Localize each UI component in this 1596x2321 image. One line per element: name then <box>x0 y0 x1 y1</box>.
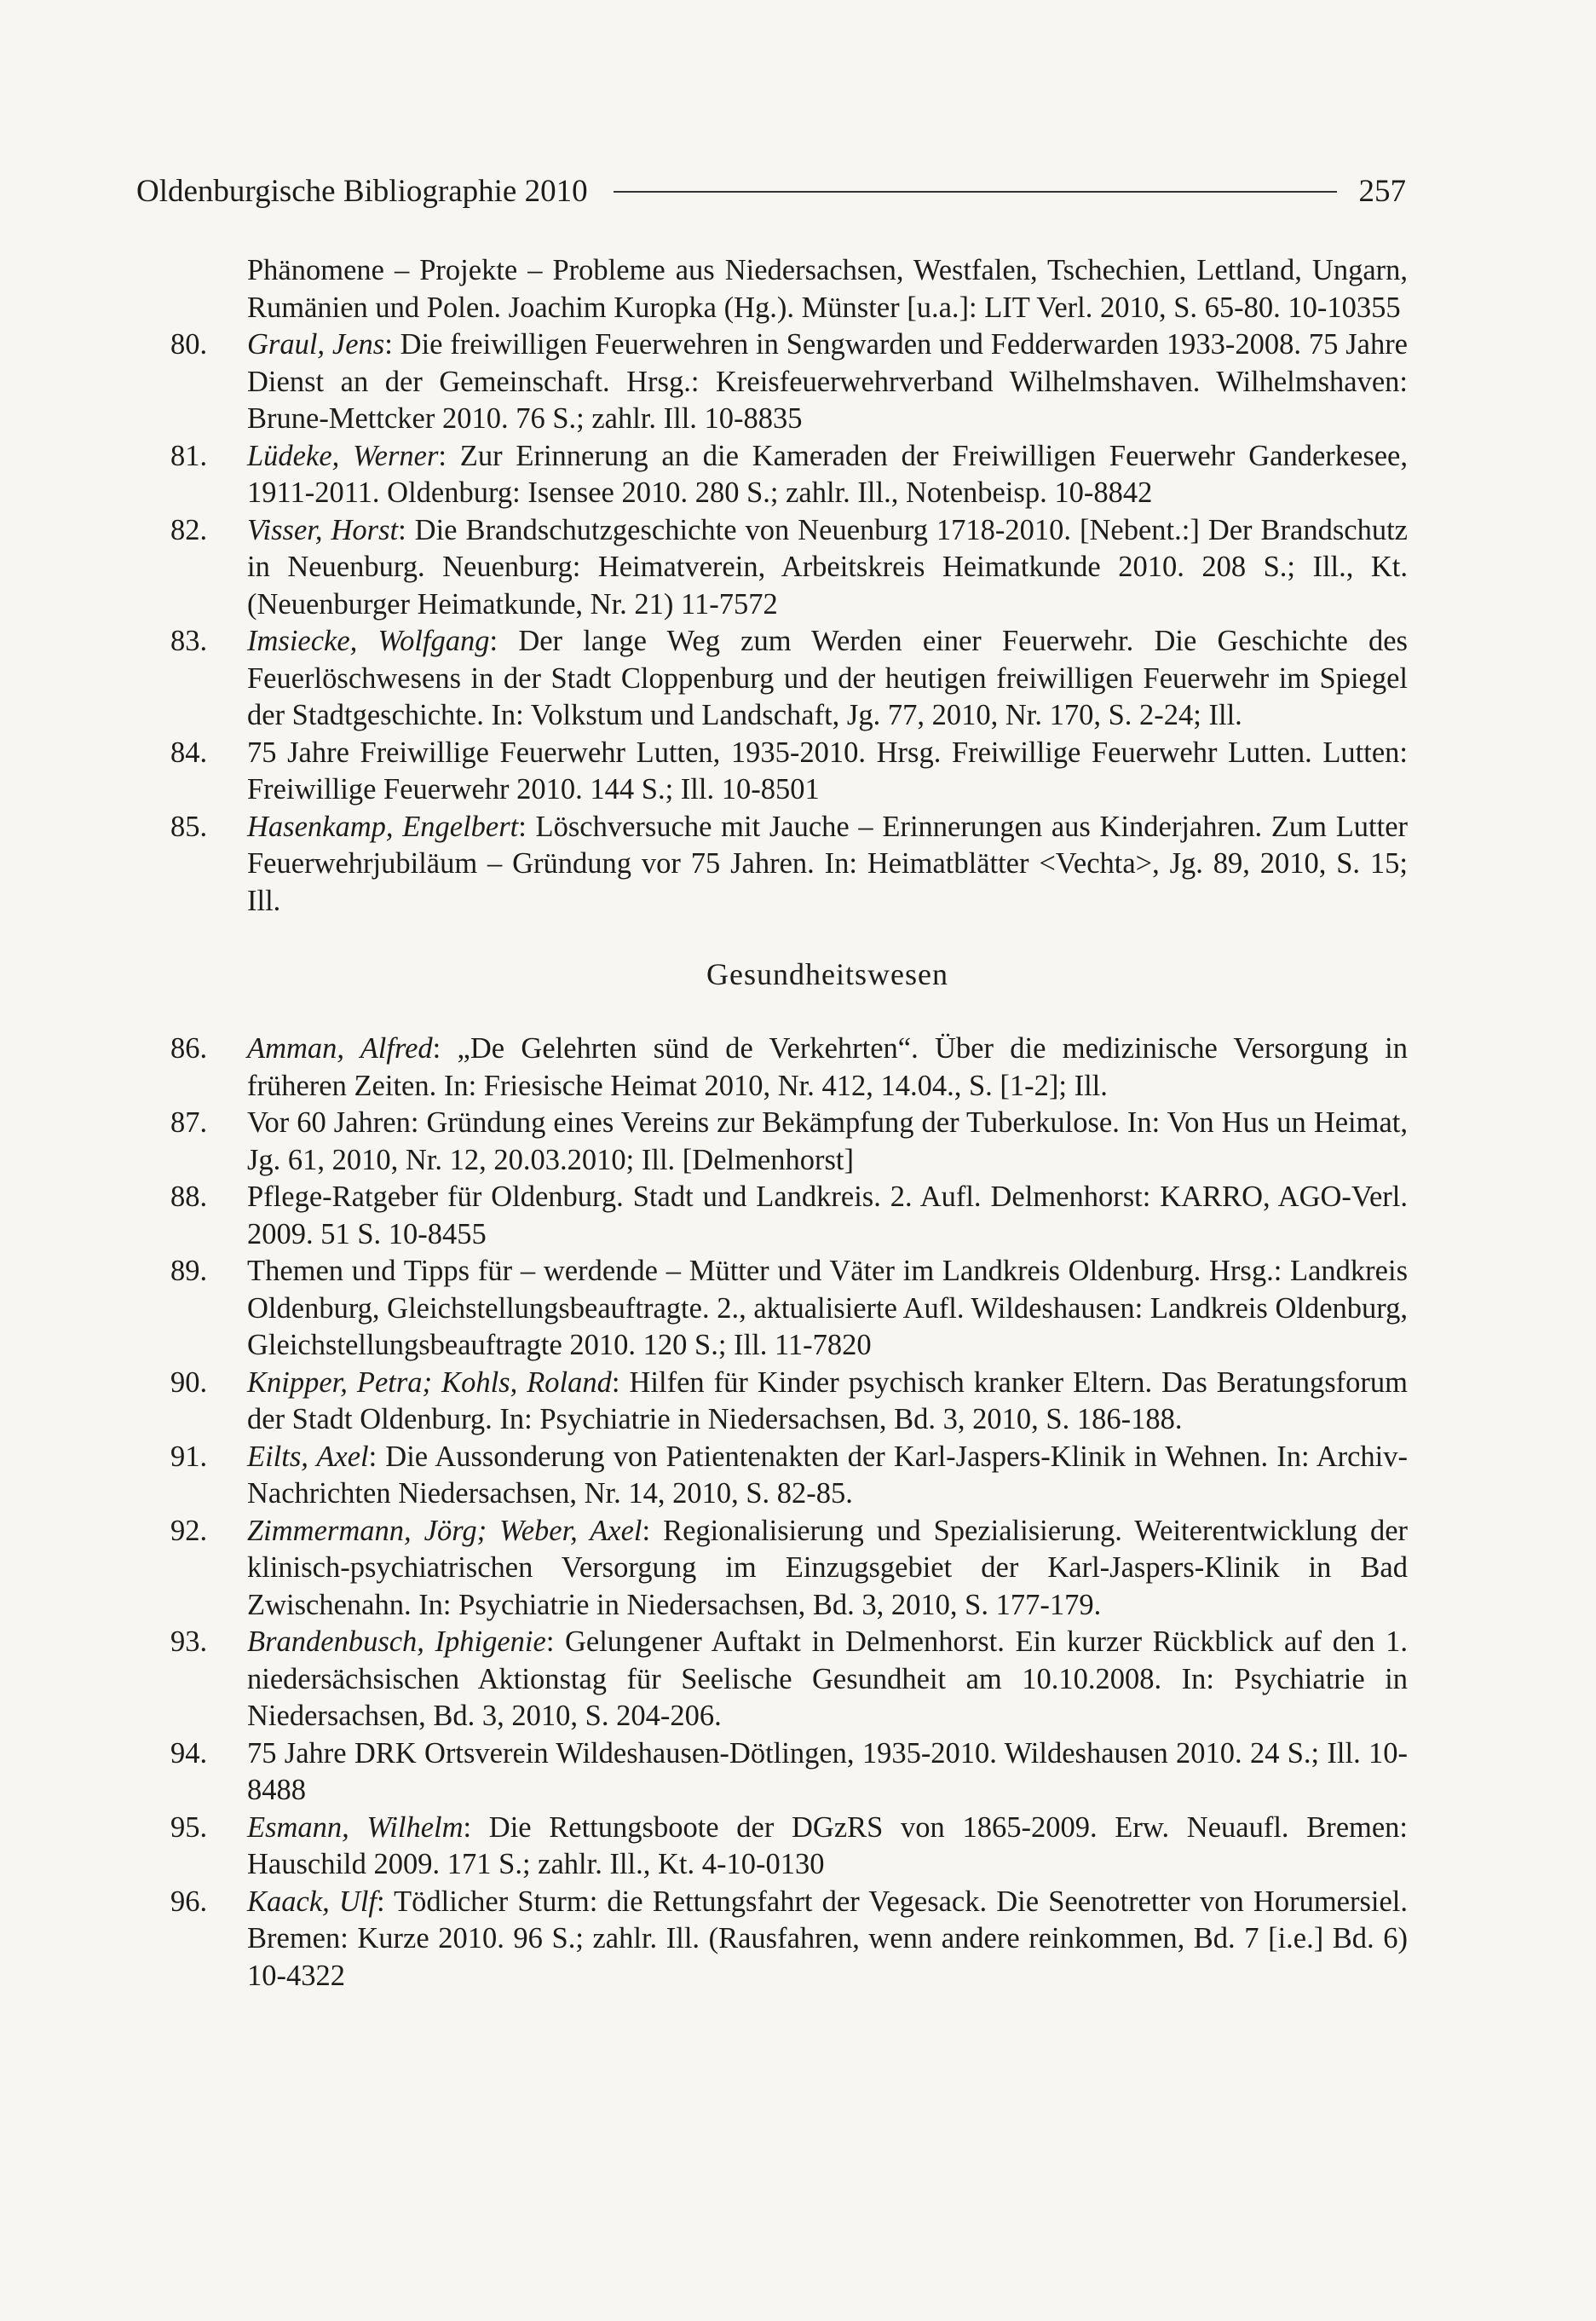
entry-text: : Die freiwilligen Feuerwehren in Sengwarden und Fedderwarden 1933-2008. 75 Jahre Dienst an der Gemeinschaft. Hrsg.: Kreisfeuerwehrverband Wilhelmshaven. Wilhelmshaven: Brune-Mettcker 2010. 76 S.; zahlr. Ill. 10-8835 <box>247 328 1408 435</box>
entry-text: : „De Gelehrten sünd de Verkehrten“. Über die medizinische Versorgung in früheren Zeiten. In: Friesische Heimat 2010, Nr. 412, 14.04., S. [1-2]; Ill. <box>247 1032 1409 1102</box>
bibliography-entry <box>170 735 1408 809</box>
entry-number: 96. <box>170 1885 208 1918</box>
entry-number: 92. <box>170 1514 208 1547</box>
entry-number: 88. <box>170 1181 208 1213</box>
bibliography-entry <box>170 326 1408 438</box>
entry-body <box>247 735 1408 809</box>
entry-text: : Gelungener Auftakt in Delmenhorst. Ein kurzer Rückblick auf den 1. niedersächsischen Aktionstag für Seelische Gesundheit am 10.10.2008. In: Psychiatrie in Niedersachsen, Bd. 3, 2010, S. 204-206. <box>247 1625 1408 1732</box>
entry-author: Graul, Jens <box>247 328 385 361</box>
entry-body <box>247 512 1408 624</box>
entry-body <box>247 1105 1408 1179</box>
entry-body <box>247 1365 1408 1439</box>
entry-number: 91. <box>170 1440 208 1473</box>
entry-author: Brandenbusch, Iphigenie <box>247 1625 546 1658</box>
entry-text: : Die Brandschutzgeschichte von Neuenburg 1718-2010. [Nebent.:] Der Brandschutz in Neuenburg. Neuenburg: Heimatverein, Arbeitskreis Heimatkunde 2010. 208 S.; Ill., Kt. (Neuenburger Heimatkunde, Nr. 21) 11-7572 <box>247 513 1408 621</box>
entry-author: Knipper, Petra; Kohls, Roland <box>247 1365 612 1399</box>
entry-author: Zimmermann, Jörg; Weber, Axel <box>247 1514 642 1547</box>
entry-text: 75 Jahre DRK Ortsverein Wildeshausen-Dötlingen, 1935-2010. Wildeshausen 2010. 24 S.; Ill. 10-8488 <box>247 1736 1408 1806</box>
bibliography-entry <box>170 1439 1408 1513</box>
entry-text: : Der lange Weg zum Werden einer Feuerwehr. Die Geschichte des Feuerlöschwesens in der Stadt Cloppenburg und der heutigen freiwilligen Feuerwehr im Spiegel der Stadtgeschichte. In: Volkstum und Landschaft, Jg. 77, 2010, Nr. 170, S. 2-24; Ill. <box>247 625 1408 731</box>
entry-body <box>247 1513 1408 1625</box>
bibliography-entry <box>170 1105 1408 1179</box>
entry-list-feuerwehr <box>170 326 1408 920</box>
entry-list-gesundheitswesen <box>170 1031 1408 1995</box>
entry-text: : Zur Erinnerung an die Kameraden der Freiwilligen Feuerwehr Ganderkesee, 1911-2011. Oldenburg: Isensee 2010. 280 S.; zahlr. Ill., Notenbeisp. 10-8842 <box>247 439 1408 509</box>
entry-body <box>247 438 1408 512</box>
bibliography-entry <box>170 1253 1408 1365</box>
entry-number: 85. <box>170 810 208 843</box>
bibliography-entry <box>170 809 1408 921</box>
entry-number: 89. <box>170 1255 208 1287</box>
entry-body <box>247 1439 1408 1513</box>
bibliography-entry <box>170 1624 1408 1735</box>
entry-author: Amman, Alfred <box>247 1032 433 1065</box>
entry-number: 93. <box>170 1625 208 1658</box>
entry-author: Hasenkamp, Engelbert <box>247 810 519 843</box>
section-heading: Gesundheitswesen <box>706 957 948 991</box>
entry-number: 94. <box>170 1736 208 1770</box>
entry-body <box>247 1810 1408 1884</box>
entry-number: 84. <box>170 736 208 769</box>
entry-text: : Die Rettungsboote der DGzRS von 1865-2009. Erw. Neuaufl. Bremen: Hauschild 2009. 171 S.; zahlr. Ill., Kt. 4-10-0130 <box>247 1810 1409 1880</box>
header-rule <box>614 191 1337 193</box>
entry-author: Lüdeke, Werner <box>247 439 439 472</box>
entry-text: : Löschversuche mit Jauche – Erinnerungen aus Kinderjahren. Zum Lutter Feuerwehrjubiläum – Gründung vor 75 Jahren. In: Heimatblätter <Vechta>, Jg. 89, 2010, S. 15; Ill. <box>247 810 1409 917</box>
entry-number: 80. <box>170 328 208 361</box>
entry-text: : Regionalisierung und Spezialisierung. Weiterentwicklung der klinisch-psychiatrischen Versorgung im Einzugsgebiet der Karl-Jaspers-Klinik in Bad Zwischenahn. In: Psychiatrie in Niedersachsen, Bd. 3, 2010, S. 177-179. <box>247 1514 1408 1621</box>
entry-body <box>247 1884 1408 1995</box>
bibliography-entry <box>170 438 1408 512</box>
bibliography-entry <box>170 1810 1408 1884</box>
entry-author: Esmann, Wilhelm <box>247 1810 464 1844</box>
continued-entry: Phänomene – Projekte – Probleme aus Niedersachsen, Westfalen, Tschechien, Lettland, Ungarn, Rumänien und Polen. Joachim Kuropka (Hg.). Münster [u.a.]: LIT Verl. 2010, S. 65-80. 10-10355 <box>247 254 1408 324</box>
entry-author: Eilts, Axel <box>247 1440 369 1473</box>
entry-text: : Hilfen für Kinder psychisch kranker Eltern. Das Beratungsforum der Stadt Oldenburg. In: Psychiatrie in Niedersachsen, Bd. 3, 2010, S. 186-188. <box>247 1365 1408 1435</box>
bibliography-entry <box>170 1513 1408 1625</box>
entry-body <box>247 1253 1408 1365</box>
entry-number: 86. <box>170 1032 208 1065</box>
bibliography-content <box>170 252 1408 1995</box>
entry-body <box>247 1179 1408 1253</box>
bibliography-entry <box>170 1365 1408 1439</box>
entry-text: Themen und Tipps für – werdende – Mütter und Väter im Landkreis Oldenburg. Hrsg.: Landkreis Oldenburg, Gleichstellungsbeauftragte. 2., aktualisierte Aufl. Wildeshausen: Landkreis Oldenburg, Gleichstellungsbeauftragte 2010. 120 S.; Ill. 11-7820 <box>247 1255 1408 1361</box>
bibliography-entry <box>170 1031 1408 1105</box>
entry-number: 95. <box>170 1810 208 1844</box>
entry-body <box>247 1031 1408 1105</box>
entry-author: Visser, Horst <box>247 513 399 546</box>
entry-text: Vor 60 Jahren: Gründung eines Vereins zur Bekämpfung der Tuberkulose. In: Von Hus un Heimat, Jg. 61, 2010, Nr. 12, 20.03.2010; Ill. [Delmenhorst] <box>247 1106 1408 1176</box>
running-title: Oldenburgische Bibliographie 2010 <box>136 174 588 209</box>
entry-text: Pflege-Ratgeber für Oldenburg. Stadt und Landkreis. 2. Aufl. Delmenhorst: KARRO, AGO-Verl. 2009. 51 S. 10-8455 <box>247 1181 1408 1250</box>
entry-text: : Tödlicher Sturm: die Rettungsfahrt der Vegesack. Die Seenotretter von Horumersiel. Bremen: Kurze 2010. 96 S.; zahlr. Ill. (Rausfahren, wenn andere reinkommen, Bd. 7 [i.e.] Bd. 6) 10-4322 <box>247 1885 1408 1992</box>
entry-text: 75 Jahre Freiwillige Feuerwehr Lutten, 1935-2010. Hrsg. Freiwillige Feuerwehr Lutten. Lutten: Freiwillige Feuerwehr 2010. 144 S.; Ill. 10-8501 <box>247 736 1408 805</box>
entry-body <box>247 326 1408 438</box>
entry-number: 81. <box>170 439 208 472</box>
entry-number: 90. <box>170 1365 208 1399</box>
bibliography-entry <box>170 1884 1408 1995</box>
page-number: 257 <box>1358 174 1406 209</box>
entry-body <box>247 809 1408 921</box>
entry-body <box>247 1624 1408 1735</box>
entry-body <box>247 1735 1408 1810</box>
entry-number: 87. <box>170 1106 208 1139</box>
entry-text: : Die Aussonderung von Patientenakten der Karl-Jaspers-Klinik in Wehnen. In: Archiv-Nachrichten Niedersachsen, Nr. 14, 2010, S. 82-85. <box>247 1440 1408 1510</box>
bibliography-entry <box>170 623 1408 735</box>
bibliography-entry <box>170 512 1408 624</box>
running-head <box>136 170 1406 213</box>
entry-number: 83. <box>170 625 208 657</box>
entry-author: Imsiecke, Wolfgang <box>247 625 490 657</box>
bibliography-entry <box>170 1735 1408 1810</box>
entry-author: Kaack, Ulf <box>247 1885 377 1918</box>
entry-number: 82. <box>170 513 208 546</box>
bibliography-entry <box>170 1179 1408 1253</box>
entry-body <box>247 623 1408 735</box>
